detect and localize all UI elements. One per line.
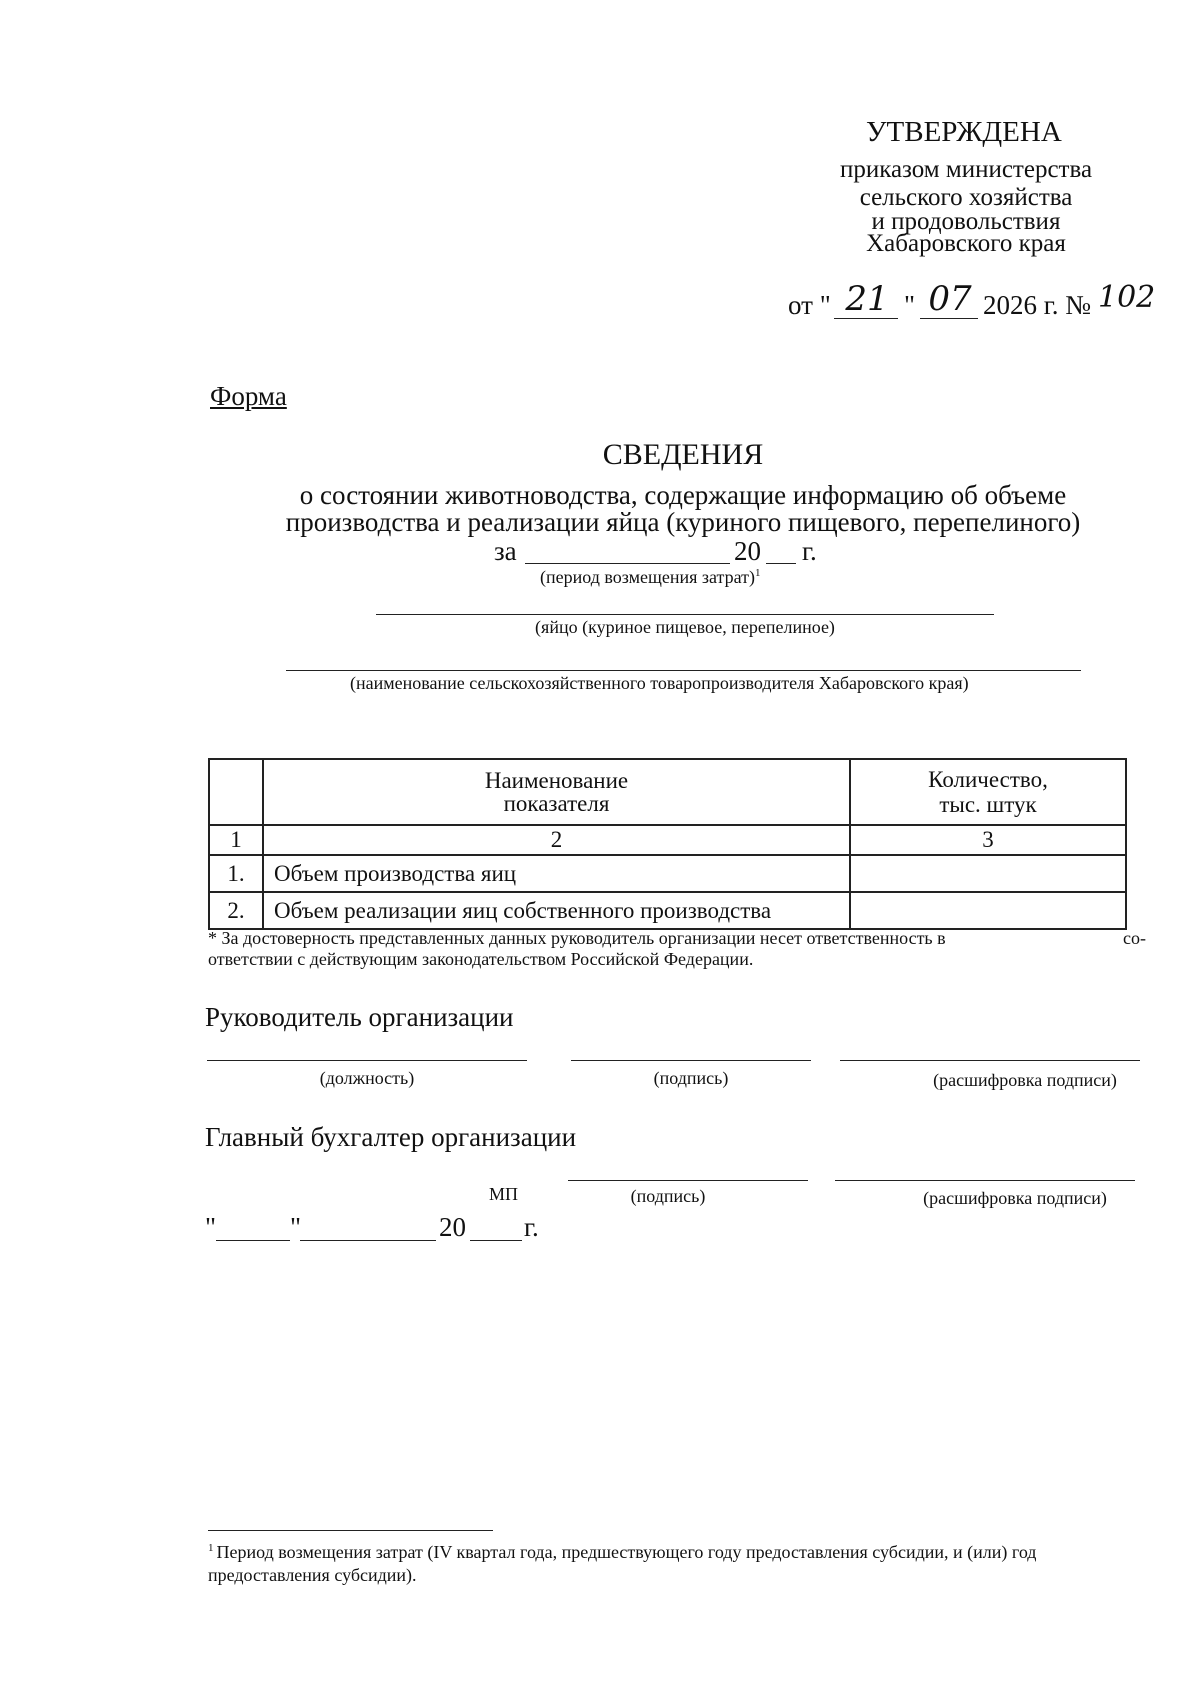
approval-line-4: Хабаровского края <box>866 230 1066 257</box>
footnote-text-1: Период возмещения затрат (IV квартал года, предшествующего году предоставления субсидии, и (или) год <box>216 1542 1037 1562</box>
approval-line-1: приказом министерства <box>839 156 1093 183</box>
responsibility-note-line-1-end: со- <box>1123 928 1146 948</box>
table-row <box>209 892 1126 929</box>
footnote-line-2: предоставления субсидии). <box>208 1565 417 1585</box>
chief-accountant-title: Главный бухгалтер организации <box>205 1122 577 1152</box>
table-header-name-cell <box>263 759 850 825</box>
responsibility-note-line-2: ответствии с действующим законодательством Российской Федерации. <box>208 949 754 969</box>
egg-type-caption: (яйцо (куриное пищевое, перепелиное) <box>535 617 835 637</box>
period-year-prefix: 20 <box>734 536 761 566</box>
responsibility-note-line-1: * За достоверность представленных данных руководитель организации несет ответственность в <box>208 928 946 948</box>
approval-mid-quote: " <box>904 290 916 320</box>
period-underline <box>525 563 730 564</box>
stamp-label: МП <box>489 1184 519 1204</box>
document-subtitle-1: о состоянии животноводства, содержащие информацию об объеме <box>299 480 1067 510</box>
approval-month-handwritten: 07 <box>928 279 972 319</box>
table-column-number: 2 <box>263 825 850 855</box>
period-footnote-mark: 1 <box>755 567 761 579</box>
approval-line-2: сельского хозяйства <box>859 184 1073 211</box>
document-subtitle-2: производства и реализации яйца (куриного пищевого, перепелиного) <box>285 507 1081 537</box>
producer-caption: (наименование сельскохозяйственного товаропроизводителя Хабаровского края) <box>350 673 969 693</box>
table-row-number: 2. <box>209 892 263 929</box>
table-row-name: Объем реализации яиц собственного производства <box>263 892 850 929</box>
footnote-mark: 1 <box>208 1542 214 1554</box>
head-org-position-caption: (должность) <box>319 1068 415 1088</box>
table-header-row <box>209 759 1126 825</box>
head-org-position-line <box>207 1060 527 1061</box>
footnote-line-1 <box>208 1542 1036 1563</box>
approval-line-3: и продовольствия <box>871 208 1061 235</box>
table-row-qty[interactable] <box>850 855 1126 892</box>
approval-month-underline <box>920 318 978 319</box>
table-row-qty[interactable] <box>850 892 1126 929</box>
approval-year-text: 2026 г. № <box>983 290 1092 320</box>
approval-day-underline <box>834 318 898 319</box>
table-row <box>209 855 1126 892</box>
table-header-qty-line-1: Количество, <box>928 767 1048 792</box>
footnote-separator <box>208 1530 493 1531</box>
date-close-quote: " <box>290 1212 302 1242</box>
producer-line <box>286 670 1081 671</box>
approval-heading: УТВЕРЖДЕНА <box>866 116 1062 148</box>
period-prefix: за <box>494 536 517 566</box>
table-header-name-line-1: Наименование <box>484 768 629 793</box>
chief-accountant-signature-line <box>568 1180 808 1181</box>
date-day-underline <box>216 1240 290 1241</box>
table-column-numbers-row <box>209 825 1126 855</box>
period-year-underline <box>766 563 796 564</box>
approval-day-handwritten: 21 <box>845 279 889 319</box>
head-org-title: Руководитель организации <box>205 1002 514 1032</box>
approval-date-prefix: от " <box>788 290 831 320</box>
chief-accountant-decoding-line <box>835 1180 1135 1181</box>
table-header-qty-cell <box>850 759 1126 825</box>
table-row-number: 1. <box>209 855 263 892</box>
period-year-suffix: г. <box>802 536 817 566</box>
table-column-number: 3 <box>850 825 1126 855</box>
chief-accountant-decoding-caption: (расшифровка подписи) <box>923 1188 1107 1208</box>
head-org-signature-caption: (подпись) <box>653 1068 729 1088</box>
chief-accountant-signature-caption: (подпись) <box>630 1186 706 1206</box>
egg-type-line <box>376 614 994 615</box>
head-org-signature-line <box>571 1060 811 1061</box>
date-open-quote: " <box>205 1212 217 1242</box>
date-year-suffix: г. <box>524 1212 539 1242</box>
table-column-number: 1 <box>209 825 263 855</box>
approval-number-handwritten: 102 <box>1098 280 1156 315</box>
table-header-qty-line-2: тыс. штук <box>939 792 1037 817</box>
document-title: СВЕДЕНИЯ <box>602 438 764 471</box>
table-header-num-cell <box>209 759 263 825</box>
form-label: Форма <box>210 381 287 411</box>
head-org-decoding-caption: (расшифровка подписи) <box>933 1070 1117 1090</box>
table-row-name: Объем производства яиц <box>263 855 850 892</box>
head-org-decoding-line <box>840 1060 1140 1061</box>
date-month-underline <box>300 1240 436 1241</box>
date-year-prefix: 20 <box>439 1212 466 1242</box>
period-caption: (период возмещения затрат)$^1$ <box>540 567 761 587</box>
table-header-name-line-2: показателя <box>503 791 610 816</box>
indicators-table <box>208 758 1127 930</box>
date-year-underline <box>470 1240 522 1241</box>
